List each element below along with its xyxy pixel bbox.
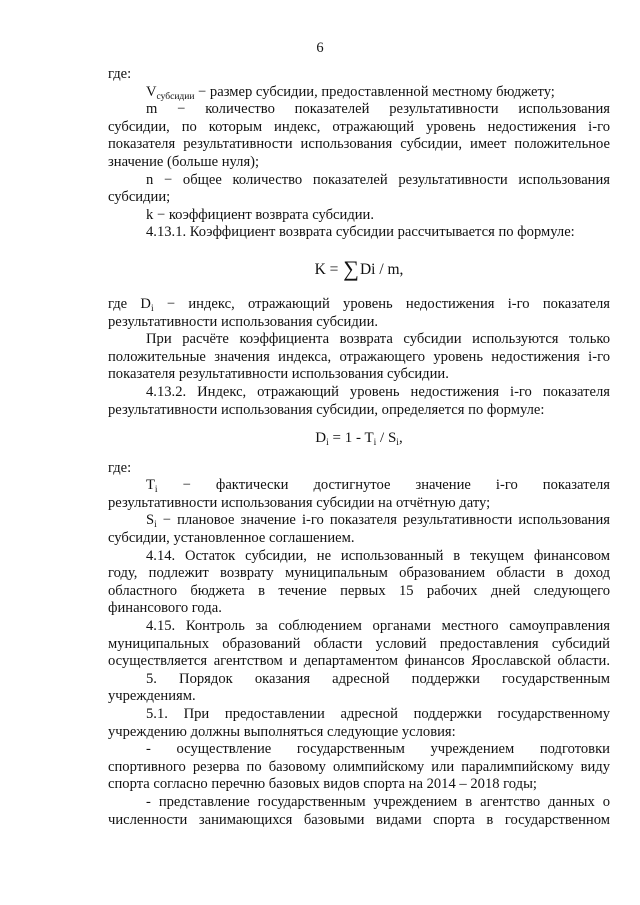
text-line: учреждениям.	[108, 688, 196, 705]
definition-ti	[108, 477, 610, 495]
text-part: оказания	[254, 670, 311, 687]
formula-part: ,	[398, 430, 403, 447]
text-line: численности занимающихся базовыми видами спорта в государственном	[108, 811, 610, 828]
text-line: − размер субсидии, предоставленной местному бюджету;	[194, 83, 555, 100]
formula-part: K =	[314, 260, 343, 278]
subscript: i	[326, 438, 329, 449]
text-line: субсидии, по которым индекс, отражающий уровень недостижения i-го	[108, 118, 610, 135]
text-line: где:	[108, 66, 132, 82]
formula-di	[108, 430, 610, 448]
formula-k	[108, 257, 610, 282]
text-line: 5.1. При предоставлении адресной поддержки государственному	[146, 706, 610, 722]
text-line: году, подлежит возврату муниципальным образованием области в доход	[108, 565, 610, 582]
text-line: субсидии, установленное соглашением.	[108, 530, 355, 547]
text-line: спорта согласно перечню базовых видов спорта на 2014 – 2018 годы;	[108, 776, 537, 793]
text-part: государственным	[502, 670, 610, 687]
document-body	[108, 66, 610, 829]
text-line: осуществляется агентством и департаментом финансов Ярославской области.	[108, 653, 610, 670]
text-part: −	[182, 477, 191, 494]
text-line: результативности использования субсидии, определяется по формуле:	[108, 401, 545, 418]
variable: V	[146, 83, 157, 100]
text-part: государственным	[296, 741, 405, 758]
text-line: показателя результативности использования субсидии.	[108, 366, 449, 383]
definition-si	[108, 512, 610, 530]
text-line: 4.13.2. Индекс, отражающий уровень недостижения i-го показателя	[146, 383, 610, 400]
text-part: Порядок	[179, 670, 233, 687]
text-part: S	[146, 512, 155, 529]
text-line: При расчёте коэффициента возврата субсидии используются только	[146, 331, 610, 348]
text-line: - представление государственным учреждением в агентство данных о	[146, 793, 610, 810]
subscript: i	[396, 438, 399, 449]
text-part: − индекс, отражающий уровень недостижения i-го показателя	[153, 295, 610, 312]
text-part: − плановое значение i-го показателя результативности использования	[156, 512, 610, 529]
formula-part: / S	[376, 430, 397, 447]
text-part: i-го	[495, 477, 518, 494]
text-line: субсидии;	[108, 189, 171, 206]
formula-part: = 1 - T	[328, 430, 374, 447]
subscript: i	[154, 520, 157, 531]
text-part: -	[146, 741, 151, 758]
subscript: субсидии	[156, 91, 195, 102]
text-line: 4.15. Контроль за соблюдением органами местного самоуправления	[146, 618, 610, 635]
text-line: финансового года.	[108, 600, 222, 617]
text-line: где:	[108, 459, 132, 476]
text-part: учреждением	[430, 741, 515, 758]
text-line: муниципальных образований области условий предоставления субсидий	[108, 635, 610, 652]
text-part: осуществление	[176, 741, 272, 758]
text-line: спортивного резерва по базовому олимпийскому или паралимпийскому виду	[108, 758, 610, 775]
formula-part: Di / m,	[359, 260, 404, 278]
text-line: результативности использования субсидии.	[108, 313, 379, 330]
text-part: где D	[108, 295, 151, 312]
text-part: $T_i$	[146, 477, 158, 496]
text-line: показателя результативности использования субсидии, имеет положительное	[108, 136, 610, 153]
text-part: поддержки	[411, 670, 480, 687]
text-part: значение	[415, 477, 471, 494]
text-part: достигнутое	[313, 477, 391, 494]
bullet-1-line	[108, 741, 610, 759]
text-line: m − количество показателей результативности использования	[146, 101, 610, 118]
text-part: 5.	[146, 670, 157, 687]
text-line: учреждению должны выполняться следующие условия:	[108, 723, 456, 740]
text-line: значение (больше нуля);	[108, 153, 260, 170]
definition-v	[108, 84, 610, 102]
text-part: фактически	[215, 477, 289, 494]
text-line: k − коэффициент возврата субсидии.	[146, 206, 375, 223]
text-line: результативности использования субсидии на отчётную дату;	[108, 494, 491, 511]
subscript: i	[373, 438, 377, 449]
text-part: адресной	[332, 670, 390, 687]
text-line: областного бюджета в течение первых 15 рабочих дней следующего	[108, 582, 610, 599]
text-line: 4.13.1. Коэффициент возврата субсидии рассчитывается по формуле:	[146, 224, 575, 241]
text-line: положительные значения индекса, отражающего уровень недостижения i-го	[108, 348, 610, 365]
text-line: 4.14. Остаток субсидии, не использованный в текущем финансовом	[146, 547, 610, 564]
text-line: n − общее количество показателей результативности использования	[146, 171, 610, 188]
definition-di	[108, 296, 610, 314]
formula-part: D	[315, 430, 327, 447]
text-part: подготовки	[539, 741, 610, 758]
page-number: 6	[316, 40, 324, 56]
text-part: показателя	[542, 477, 610, 494]
subscript: i	[150, 303, 154, 314]
section-5-heading	[108, 671, 610, 689]
sum-symbol: ∑	[343, 255, 359, 281]
